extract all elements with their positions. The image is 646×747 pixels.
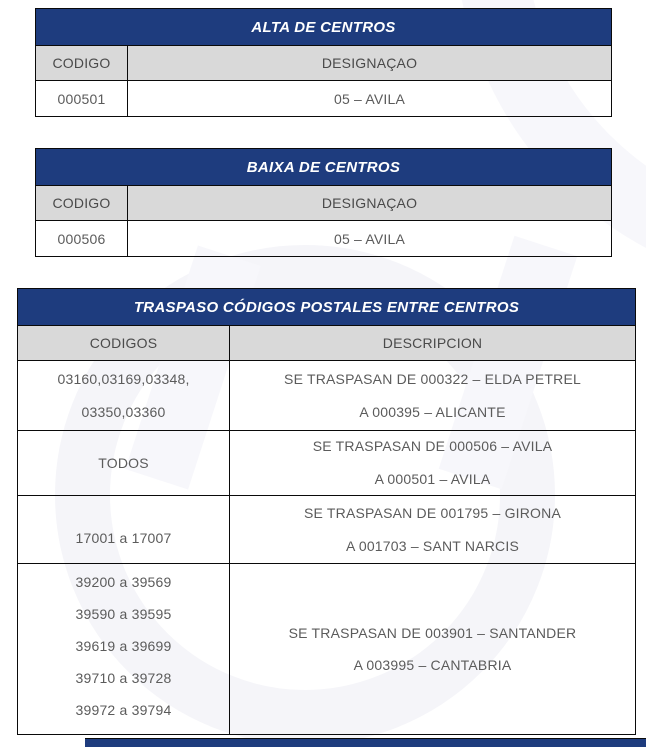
next-table-title-bar-cutoff — [85, 738, 646, 747]
description-cell — [230, 361, 635, 430]
traspaso-table — [17, 288, 636, 735]
description-line: SE TRASPASAN DE 001795 – GIRONA — [303, 504, 561, 521]
codes-line: 39972 a 39794 — [75, 702, 172, 718]
description-line: A 000501 – AVILA — [374, 471, 491, 487]
traspaso-row-girona — [18, 496, 635, 564]
baixa-header-codigo: CODIGO — [36, 186, 128, 220]
alta-de-centros-table — [35, 8, 612, 117]
alta-table-title: ALTA DE CENTROS — [36, 9, 611, 46]
codes-line: 39619 a 39699 — [75, 638, 172, 654]
traspaso-row-santander — [18, 564, 635, 734]
baixa-codigo-value: 000506 — [36, 221, 128, 256]
traspaso-header-codigos: CODIGOS — [18, 326, 230, 360]
alta-header-designacao: DESIGNAÇAO — [321, 55, 418, 71]
codes-line: 17001 a 17007 — [75, 530, 172, 546]
codes-cell — [18, 431, 230, 495]
baixa-header-row — [36, 186, 611, 221]
baixa-header-designacao: DESIGNAÇAO — [321, 195, 418, 211]
alta-header-row — [36, 46, 611, 81]
description-line: A 003995 – CANTABRIA — [353, 657, 512, 673]
description-line: A 001703 – SANT NARCIS — [345, 537, 519, 554]
alta-codigo-value: 000501 — [36, 81, 128, 116]
alta-data-row — [36, 81, 611, 116]
description-line: A 000395 – ALICANTE — [359, 403, 506, 420]
traspaso-row-alicante — [18, 361, 635, 431]
codes-line: 03350,03360 — [81, 403, 166, 420]
alta-header-codigo: CODIGO — [36, 46, 128, 80]
alta-designacao-value: 05 – AVILA — [333, 90, 405, 107]
description-line: SE TRASPASAN DE 000322 – ELDA PETREL — [284, 370, 581, 387]
traspaso-row-avila — [18, 431, 635, 496]
description-cell — [230, 564, 635, 734]
description-line: SE TRASPASAN DE 000506 – AVILA — [312, 438, 553, 454]
codes-cell — [18, 496, 230, 563]
traspaso-table-title: TRASPASO CÓDIGOS POSTALES ENTRE CENTROS — [18, 289, 635, 326]
codes-line: 39200 a 39569 — [75, 574, 172, 590]
codes-cell — [18, 564, 230, 734]
codes-line: 39710 a 39728 — [75, 670, 172, 686]
baixa-table-title: BAIXA DE CENTROS — [36, 149, 611, 186]
description-line: SE TRASPASAN DE 003901 – SANTANDER — [288, 625, 577, 641]
codes-line: 03160,03169,03348, — [57, 370, 190, 387]
codes-line: 39590 a 39595 — [75, 606, 172, 622]
traspaso-header-row — [18, 326, 635, 361]
baixa-de-centros-table — [35, 148, 612, 257]
baixa-designacao-value: 05 – AVILA — [333, 230, 405, 247]
traspaso-header-descripcion: DESCRIPCION — [382, 335, 483, 351]
codes-cell — [18, 361, 230, 430]
description-cell — [230, 431, 635, 495]
description-cell — [230, 496, 635, 563]
codes-line: TODOS — [98, 454, 149, 471]
baixa-data-row — [36, 221, 611, 256]
